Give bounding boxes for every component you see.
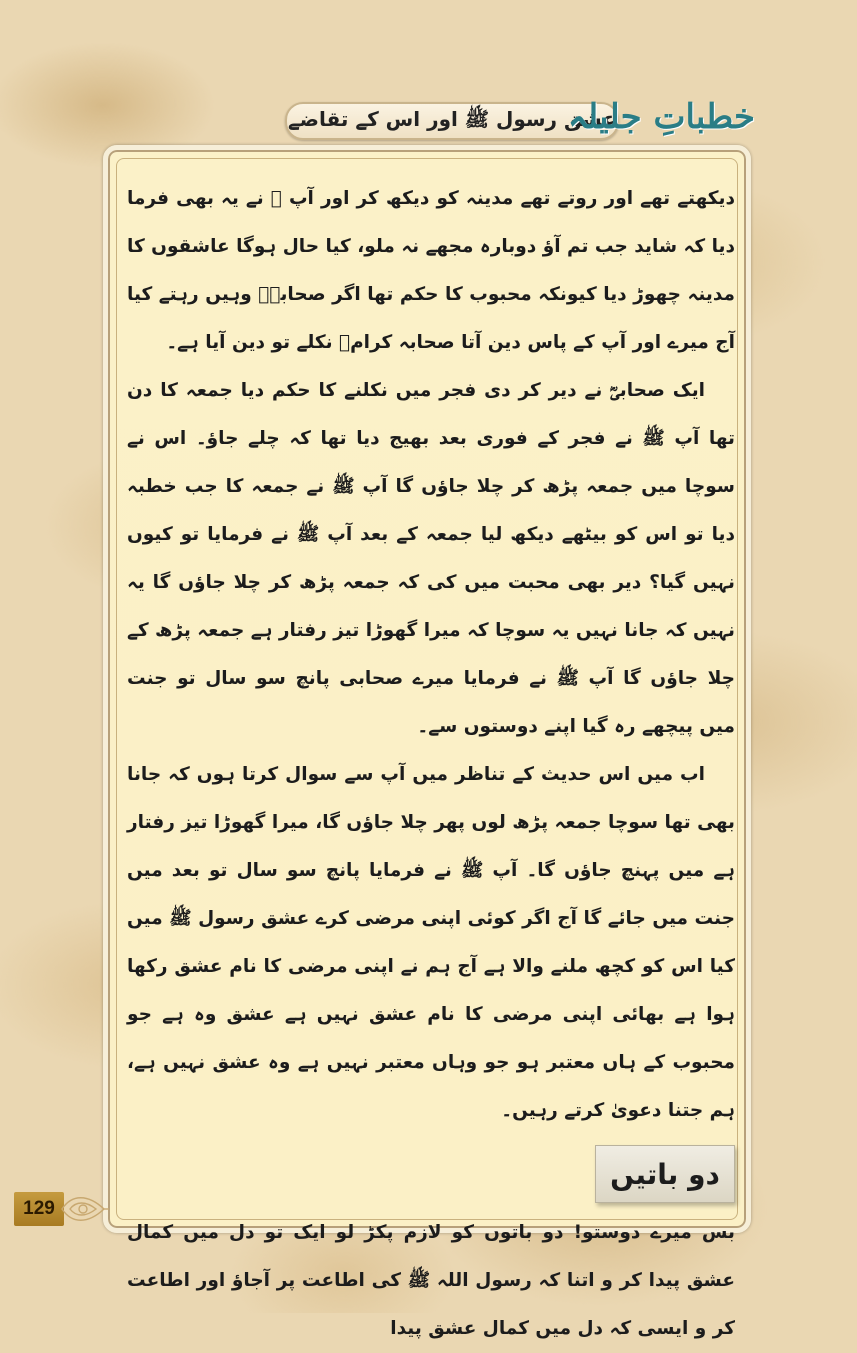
header-brand-title: خطباتِ جلیلہ xyxy=(567,97,755,137)
paragraph-2: ایک صحابیؓ نے دیر کر دی فجر میں نکلنے کا حکم دیا جمعہ کا دن تھا آپ ﷺ نے فجر کے فوری بعد بھیج دیا تھا کہ چلے جاؤ۔ اس نے سوچا میں جمعہ پڑھ کر چلا جاؤں گا آپ ﷺ نے جمعہ کا جب خطبہ دیا تو اس کو بیٹھے دیکھ لیا جمعہ کے بعد آپ ﷺ نے فرمایا تو کیوں نہیں گیا؟ دیر بھی محبت میں کی کہ جمعہ پڑھ کر چلا جاؤں گا یہ نہیں کہ جانا نہیں یہ سوچا کہ میرا گھوڑا تیز رفتار ہے جمعہ پڑھ کے چلا جاؤں گا آپ ﷺ نے فرمایا میرے صحابی پانچ سو سال تو جنت میں پیچھے رہ گیا اپنے دوستوں سے۔ xyxy=(127,380,735,737)
page-header xyxy=(285,97,755,140)
floral-ornament-icon xyxy=(58,1186,110,1232)
closing-paragraph: بس میرے دوستو! دو باتوں کو لازم پکڑ لو ایک تو دل میں کمال عشق پیدا کر و اتنا کہ رسول اللہ ﷺ کی اطاعت پر آجاؤ اور اطاعت کر و ایسی کہ دل میں کمال عشق پیدا xyxy=(127,1222,735,1339)
page-number-badge xyxy=(8,1186,108,1232)
subheading-row xyxy=(127,1143,735,1207)
page-number: 129 xyxy=(14,1192,64,1226)
paragraph-3: اب میں اس حدیث کے تناظر میں آپ سے سوال کرتا ہوں کہ جانا بھی تھا سوچا جمعہ پڑھ لوں پھر چلا جاؤں گا، میرا گھوڑا تیز رفتار ہے میں پہنچ جاؤں گا۔ آپ ﷺ نے فرمایا پانچ سو سال تو بعد میں جنت میں جائے گا آج اگر کوئی اپنی مرضی کرے عشق رسول ﷺ میں کیا اس کو کچھ ملنے والا ہے آج ہم نے اپنی مرضی کا نام عشق رکھا ہوا ہے بھائی اپنی مرضی کا نام عشق نہیں ہے عشق وہ ہے جو محبوب کے ہاں معتبر ہو جو وہاں معتبر نہیں ہے وہ عشق نہیں ہے، ہم جتنا دعویٰ کرتے رہیں۔ xyxy=(127,764,735,1121)
header-subtitle: عشق رسول ﷺ اور اس کے تقاضے xyxy=(287,106,617,131)
subheading-box: دو باتیں xyxy=(595,1145,735,1203)
paragraph-1: دیکھتے تھے اور روتے تھے مدینہ کو دیکھ کر اور آپ ﷺ نے یہ بھی فرما دیا کہ شاید جب تم آؤ دوبارہ مجھے نہ ملو، کیا حال ہوگا عاشقوں کا مدینہ چھوڑ دیا کیونکہ محبوب کا حکم تھا اگر صحابہؓ وہیں رہتے کیا آج میرے اور آپ کے پاس دین آتا صحابہ کرامؓ نکلے تو دین آیا ہے۔ xyxy=(127,188,735,353)
page-content xyxy=(127,175,735,1353)
